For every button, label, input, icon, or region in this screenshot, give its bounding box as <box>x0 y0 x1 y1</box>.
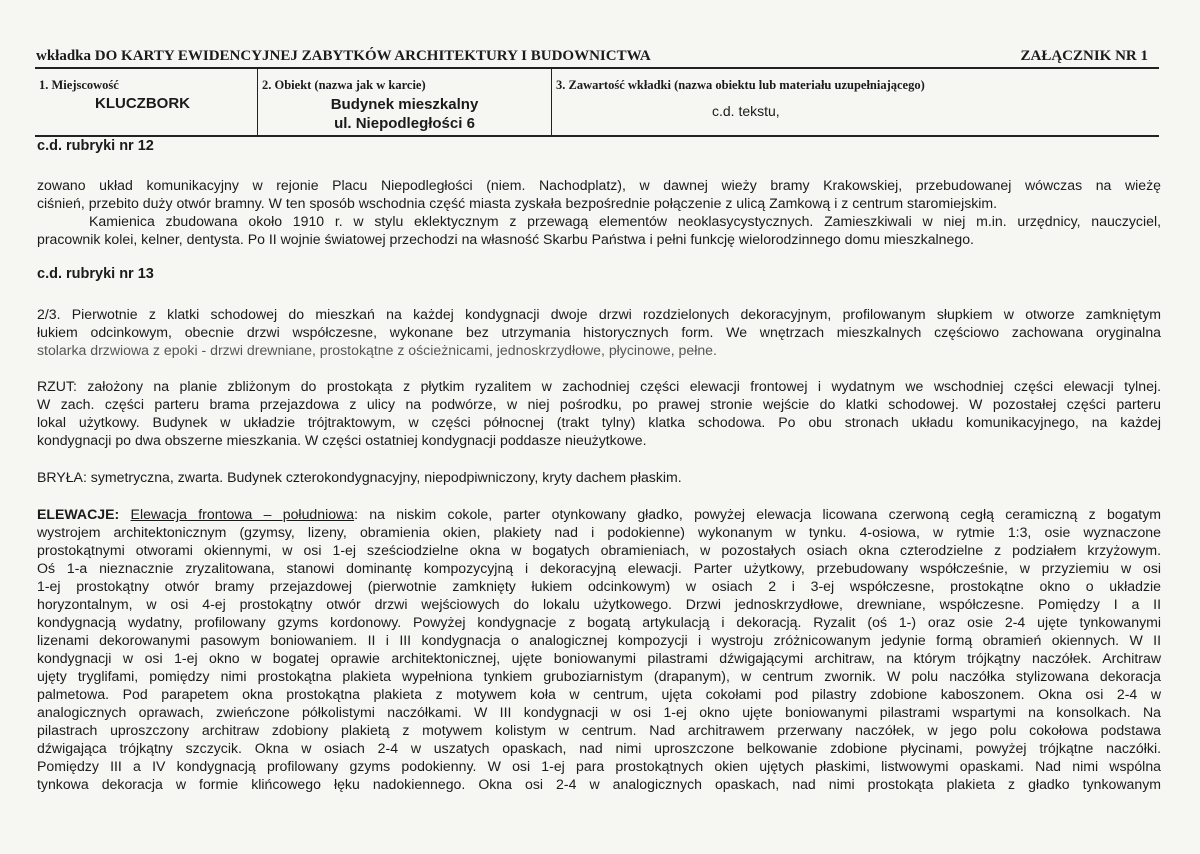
sec13-p2-line: lokal użytkowy. Budynek w układzie trójtraktowym, w części północnej (trakt tylny) klatka schodowa. Po obu stronach układu komunikacyjnego, na każdej <box>37 414 1161 430</box>
sec13-p2-line: W zach. części parteru brama przejazdowa z ulicy na podwórze, w niej pośrodku, po prawej stronie wejście do klatki schodowej. W pozostałej części parteru <box>37 396 1161 412</box>
sec12-line: pracownik kolei, kelner, dentysta. Po II wojnie światowej przechodzi na własność Skarbu Państwa i pełni funkcję wielorodzinnego domu mieszkalnego. <box>37 231 974 247</box>
sec13-p3-line: BRYŁA: symetryczna, zwarta. Budynek czterokondygnacyjny, niepodpiwniczony, kryty dachem płaskim. <box>37 469 682 485</box>
sec13-p4-line: ujęty tryglifami, pomiędzy nimi prostokątna plakieta wypełniona tynkiem gruboziarnistym (drapanym), w centrum zwornik. W polu naczółka stylizowana dekoracja <box>37 668 1161 684</box>
sec13-p4-line: lizenami dekorowanymi pasowym boniowaniem. II i III kondygnacja o analogicznej kompozycji i wystroju zróżnicowanym jedynie formą obramień okiennych. W II <box>37 632 1161 648</box>
sec13-p1-line: łukiem odcinkowym, obecnie drzwi współczesne, wykonane bez utrzymania historycznych form. We wnętrzach mieszkalnych częściowo zachowana oryginalna <box>37 324 1161 340</box>
section-13-heading: c.d. rubryki nr 13 <box>37 266 154 282</box>
sec13-p4-line: horyzontalnym, w osi 4-ej prostokątny otwór drzwi wejściowych do lokalu użytkowego. Drzwi jednoskrzydłowe, drewniane, współczesne. Pomiędzy I a II <box>37 596 1161 612</box>
field-locality-value: KLUCZBORK <box>95 95 190 112</box>
facade-first-line-rest: : na niskim cokole, parter otynkowany gładko, powyżej elewacja licowana czerwoną cegłą ceramiczną z bogatym <box>354 506 1161 522</box>
sec13-p4-line: prostokątnymi otworami okiennymi, w osi 1-ej sześciodzielne okna w bogatych obramieniach, w pozostałych osiach okna czterodzielne z podziałem krzyżowym. <box>37 542 1161 558</box>
field-object <box>258 69 552 135</box>
sec12-line: ciśnień, przebito duży otwór bramny. W ten sposób wschodnia część miasta zyskała bezpośrednie połączenie z ulicą Zamkową i z centrum staromiejskim. <box>37 195 998 211</box>
sec13-p4-line: dźwigająca trójkątny szczycik. Okna w osiach 2-4 w uszatych opaskach, nad nimi uproszczone belkowanie zdobione płycinami, powyżej trójkątne naczółki. <box>37 740 1161 756</box>
sec13-p4-line: kondygnacją wydatny, profilowany gzyms kordonowy. Powyżej kondygnacje z bogatą artykulacją i dekoracją. Ryzalit (oś 1-) oraz osie 2-4 ujęte tynkowanymi <box>37 614 1161 630</box>
sec13-p4-first-line <box>37 505 1161 523</box>
header-fields-box <box>35 67 1159 137</box>
sec13-p2-line: RZUT: założony na planie zbliżonym do prostokąta z płytkim ryzalitem w zachodniej części elewacji frontowej i wydatnym we wschodniej części elewacji tylnej. <box>37 378 1161 394</box>
sec13-p1-line: 2/3. Pierwotnie z klatki schodowej do mieszkań na każdej kondygnacji dwoje drzwi rozdzielonych dekoracyjnym, profilowanym słupkiem w otworze zamkniętym <box>37 306 1161 322</box>
sec13-p4-line: pilastrach uproszczony architraw zdobiony plakietą z motywem kolistym w centrum. Nad architrawem przerwany naczółek, w jego polu cokołowa podstawa <box>37 722 1161 738</box>
elewacje-label: ELEWACJE: <box>37 506 120 522</box>
sec13-p2-line: kondygnacji po dwa obszerne mieszkania. W części ostatniej kondygnacji poddasze nieużytkowe. <box>37 432 647 448</box>
field-locality <box>35 69 258 135</box>
sec13-p4-line: 1-ej prostokątny otwór bramy przejazdowej (pierwotnie zamknięty łukiem odcinkowym) w osiach 2 i 3-ej współczesne, prostokątne okno o układzie <box>37 578 1161 594</box>
field-locality-label: 1. Miejscowość <box>39 78 119 92</box>
form-title: wkładka DO KARTY EWIDENCYJNEJ ZABYTKÓW ARCHITEKTURY I BUDOWNICTWA <box>36 48 651 64</box>
sec13-p4-line: tynkowa dekoracja w formie klińcowego łęku nadokiennego. Okna osi 2-4 w analogicznych opaskach, nad nimi prostokąta plakieta z gładko tynkowanym <box>37 776 1161 792</box>
section-12-heading: c.d. rubryki nr 12 <box>37 138 154 154</box>
sec13-p4-line: wystrojem architektonicznym (gzymsy, lizeny, obramienia okien, plakiety nad i podokienne) wykonanym w tynku. 4-osiowa, w rytmie 1:3, osie wyznaczone <box>37 524 1161 540</box>
sec13-p4-line: palmetowa. Pod parapetem okna prostokątna plakieta z motywem koła w centrum, ujęta cokołami pod pilastry zdobione kaboszonem. Okna osi 2-4 w <box>37 686 1161 702</box>
sec12-line: zowano układ komunikacyjny w rejonie Placu Niepodległości (niem. Nachodplatz), w dawnej wieży bramy Krakowskiej, przebudowanej wówczas na wieżę <box>37 177 1161 193</box>
attachment-number: ZAŁĄCZNIK NR 1 <box>1020 48 1148 64</box>
field-contents-value: c.d. tekstu, <box>712 103 780 119</box>
sec13-p1-line: stolarka drzwiowa z epoki - drzwi drewniane, prostokątne z ościeżnicami, jednoskrzydłowe, płycinowe, pełne. <box>37 342 717 358</box>
sec13-p4-line: Pomiędzy III a IV kondygnacją profilowany gzyms podokienny. W osi 1-ej para prostokątnych okien ujętych płaskimi, listwowymi opaskami. Nad nimi wspólna <box>37 758 1161 774</box>
sec12-line: Kamienica zbudowana około 1910 r. w stylu eklektycznym z przewagą elementów neoklasycystycznych. Zamieszkiwali w niej m.in. urzędnicy, nauczyciel, <box>89 213 1161 229</box>
field-object-label: 2. Obiekt (nazwa jak w karcie) <box>262 78 426 92</box>
field-contents-label: 3. Zawartość wkładki (nazwa obiektu lub materiału uzupełniającego) <box>556 78 925 92</box>
field-object-value-2: ul. Niepodległości 6 <box>334 115 475 132</box>
sec13-p4-line: analogicznych oprawach, zwieńczone półkolistymi naczółkami. W III kondygnacji w osi 1-ej okno ujęte boniowanymi pilastrami wspartymi na konsolkach. Na <box>37 704 1161 720</box>
facade-subheading: Elewacja frontowa – południowa <box>130 506 355 522</box>
sec13-p4-line: kondygnacji w osi 1-ej okno w bogatej oprawie architektonicznej, ujęte boniowanymi pilastrami dźwigającymi architraw, na którym trójkątny naczółek. Architraw <box>37 650 1161 666</box>
sec13-p4-line: Oś 1-a nieznacznie zryzalitowana, stanowi dominantę kompozycyjną i dekoracyjną elewacji. Parter użytkowy, przebudowany współcześnie, w przyziemiu w osi <box>37 560 1161 576</box>
field-object-value-1: Budynek mieszkalny <box>330 96 479 113</box>
field-contents <box>552 69 1159 135</box>
